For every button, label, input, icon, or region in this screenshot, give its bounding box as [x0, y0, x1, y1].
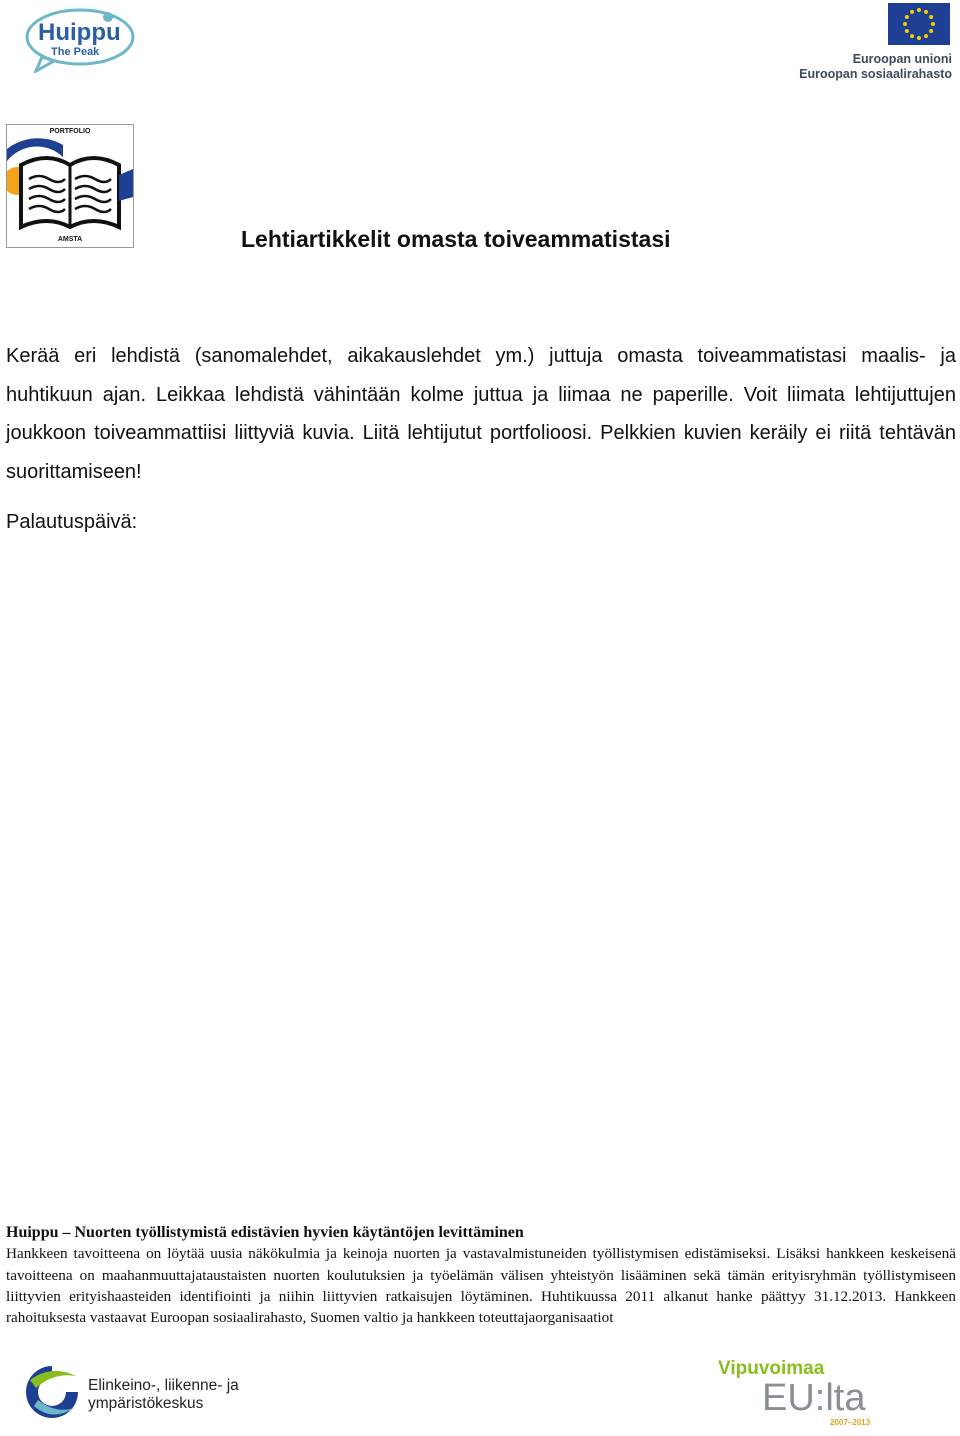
portfolio-bottom-label: AMSTA: [57, 236, 83, 243]
eu-logo-line2: Euroopan sosiaalirahasto: [799, 67, 952, 81]
eu-star-icon: [905, 29, 909, 33]
eu-star-icon: [910, 10, 914, 14]
ely-logo: [22, 1362, 262, 1424]
page-title: Lehtiartikkelit omasta toiveammatistasi: [241, 226, 671, 252]
eu-star-icon: [905, 15, 909, 19]
vipuvoimaa-logo-main: EU:lta: [762, 1377, 866, 1419]
eu-flag-icon: [888, 3, 950, 45]
ely-logo-line2: ympäristökeskus: [88, 1395, 204, 1412]
footer-heading: Huippu – Nuorten työllistymistä edistävien hyvien käytäntöjen levittäminen: [6, 1224, 524, 1241]
instructions-paragraph: Kerää eri lehdistä (sanomalehdet, aikakauslehdet ym.) juttuja omasta toiveammatistasi maalis- ja huhtikuun ajan. Leikkaa lehdistä vähintään kolme juttua ja liimaa ne paperille. Voit liimata lehtijuttujen joukkoon toiveammattiisi liittyviä kuvia. Liitä lehtijutut portfolioosi. Pelkkien kuvien keräily ei riitä tehtävän suorittamiseen!: [6, 345, 956, 483]
open-book-icon: [7, 135, 133, 235]
ely-logo-graphic: [22, 1362, 82, 1424]
eu-star-icon: [929, 29, 933, 33]
portfolio-icon: [6, 124, 134, 248]
eu-star-icon: [903, 22, 907, 26]
huippu-logo-tagline: The Peak: [51, 46, 100, 58]
eu-star-icon: [924, 10, 928, 14]
footer-text: Hankkeen tavoitteena on löytää uusia näkökulmia ja keinoja nuorten ja vastavalmistuneiden työllistymisen edistämiseksi. Lisäksi hankkeen keskeisenä tavoitteena on maahanmuuttajataustaisten nuorten koulutuksien ja työelämän välisen yhteistyön lisääminen sekä tämän erityisryhmän työllistymiseen liittyvien erityishaasteiden identifiointi ja niihin liittyvien ratkaisujen löytäminen. Huhtikuussa 2011 alkanut hanke päättyy 31.12.2013. Hankkeen rahoituksesta vastaavat Euroopan sosiaalirahasto, Suomen valtio ja hankkeen toteuttajaorganisaatiot: [6, 1245, 956, 1327]
project-footer: [6, 1222, 956, 1328]
vipuvoimaa-logo-top: Vipuvoimaa: [718, 1358, 825, 1379]
eu-star-icon: [910, 34, 914, 38]
eu-logo-line1: Euroopan unioni: [852, 52, 952, 66]
eu-star-icon: [924, 34, 928, 38]
portfolio-top-label: PORTFOLIO: [49, 128, 91, 135]
huippu-logo-name: Huippu: [38, 19, 121, 46]
eu-star-icon: [931, 22, 935, 26]
eu-logo: [799, 3, 954, 83]
eu-star-icon: [917, 36, 921, 40]
huippu-logo: [22, 5, 138, 73]
eu-star-icon: [929, 15, 933, 19]
eu-star-icon: [917, 8, 921, 12]
vipuvoimaa-logo: [718, 1358, 884, 1430]
vipuvoimaa-logo-years: 2007–2013: [830, 1418, 871, 1427]
due-date-label: Palautuspäivä:: [6, 511, 138, 533]
ely-logo-line1: Elinkeino-, liikenne- ja: [88, 1377, 239, 1394]
